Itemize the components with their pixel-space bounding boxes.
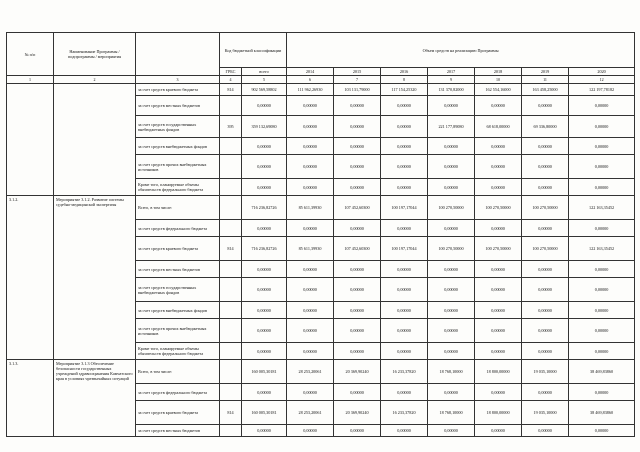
value-year: 0,00000: [287, 116, 334, 138]
value-year: 0,00000: [287, 278, 334, 302]
value-year: 0,00000: [334, 96, 381, 116]
value-year: 100 197,17044: [381, 196, 428, 220]
value-year: 0,00000: [522, 179, 569, 196]
header-year: 2014: [287, 68, 334, 76]
header-year: 2015: [334, 68, 381, 76]
value-year: 100 270,50000: [475, 237, 522, 261]
header-year: 2016: [381, 68, 428, 76]
col-index: 4: [220, 76, 242, 84]
grbs-code: [220, 138, 242, 155]
grbs-code: 814: [220, 401, 242, 425]
value-year: 16 233,37820: [381, 401, 428, 425]
value-year: 0,00000: [334, 138, 381, 155]
value-year: 0,00000: [287, 138, 334, 155]
value-year: 0,00000: [522, 278, 569, 302]
value-total: 0,00000: [242, 425, 287, 437]
value-year: 0,00000: [381, 302, 428, 319]
value-year: 0,00000: [334, 116, 381, 138]
grbs-code: [220, 278, 242, 302]
value-year: 0,00000: [287, 425, 334, 437]
funding-source-label: Всего, в том числе:: [136, 196, 220, 220]
header-year: 2018: [475, 68, 522, 76]
value-total: 0,00000: [242, 343, 287, 360]
value-year: 0,00000: [381, 179, 428, 196]
value-year: 100 270,50000: [475, 196, 522, 220]
value-year: 100 197,17044: [381, 237, 428, 261]
value-total: 359 132,69080: [242, 116, 287, 138]
value-year: 122 197,78182: [569, 84, 635, 96]
table-row: [7, 84, 635, 96]
value-year: 0,00000: [381, 155, 428, 179]
col-index: 2: [54, 76, 136, 84]
value-year: 0,00000: [569, 343, 635, 360]
value-year: 0,00000: [334, 319, 381, 343]
value-year: 0,00000: [522, 384, 569, 401]
grbs-code: [220, 425, 242, 437]
grbs-code: [220, 220, 242, 237]
value-year: 0,00000: [287, 302, 334, 319]
value-year: 0,00000: [287, 343, 334, 360]
funding-source-label: Всего, в том числе:: [136, 360, 220, 384]
value-year: 0,00000: [381, 319, 428, 343]
value-total: 716 236,82726: [242, 237, 287, 261]
grbs-code: 814: [220, 237, 242, 261]
header-grbs: ГРБС: [220, 68, 242, 76]
funding-source-label: Кроме того, планируемые объемы обязательств федерального бюджета: [136, 179, 220, 196]
value-year: 0,00000: [334, 155, 381, 179]
funding-source-label: за счет средств государственных внебюджетных фондов: [136, 116, 220, 138]
value-year: 0,00000: [475, 302, 522, 319]
row-number: 3.1.2.: [7, 196, 54, 360]
value-year: 0,00000: [381, 96, 428, 116]
value-year: 0,00000: [522, 425, 569, 437]
value-year: 0,00000: [475, 96, 522, 116]
value-year: 38 469,83860: [569, 360, 635, 384]
value-year: 18 768,10000: [428, 360, 475, 384]
value-year: 0,00000: [287, 155, 334, 179]
value-year: 0,00000: [475, 261, 522, 278]
value-year: 0,00000: [428, 138, 475, 155]
value-year: 69 336,80000: [522, 116, 569, 138]
value-year: 20 369,90240: [334, 401, 381, 425]
value-year: 0,00000: [334, 425, 381, 437]
header-num: № п/п: [7, 33, 54, 76]
value-year: 0,00000: [381, 278, 428, 302]
value-total: 0,00000: [242, 179, 287, 196]
value-year: 0,00000: [475, 278, 522, 302]
value-total: 0,00000: [242, 319, 287, 343]
value-year: 0,00000: [381, 425, 428, 437]
value-year: 103 131,79000: [334, 84, 381, 96]
funding-source-label: за счет средств федерального бюджета: [136, 220, 220, 237]
value-year: 0,00000: [428, 384, 475, 401]
value-year: 122 163,35452: [569, 196, 635, 220]
table-row: [7, 196, 635, 220]
header-name: Наименование Программы / подпрограммы / мероприятия: [54, 33, 136, 76]
value-year: 0,00000: [381, 261, 428, 278]
grbs-code: [220, 261, 242, 278]
header-empty: [136, 33, 220, 76]
value-year: 0,00000: [522, 261, 569, 278]
value-year: 0,00000: [334, 179, 381, 196]
value-year: 19 035,10000: [522, 401, 569, 425]
value-year: 107 452,60300: [334, 196, 381, 220]
col-index: 10: [475, 76, 522, 84]
grbs-code: [220, 360, 242, 384]
value-year: 0,00000: [569, 220, 635, 237]
value-year: 18 768,10000: [428, 401, 475, 425]
value-year: 0,00000: [522, 96, 569, 116]
value-year: 0,00000: [428, 155, 475, 179]
funding-source-label: за счет средств краевого бюджета: [136, 84, 220, 96]
funding-source-label: Кроме того, планируемые объемы обязательств федерального бюджета: [136, 343, 220, 360]
value-year: 0,00000: [428, 179, 475, 196]
value-total: 0,00000: [242, 384, 287, 401]
value-total: 160 005,30181: [242, 360, 287, 384]
activity-name: Мероприятие 3.1.3 Обеспечение безопасности государственных учреждений здравоохранения Камчатского края в условиях чрезвычайных ситуаций: [54, 360, 136, 437]
value-year: 0,00000: [569, 261, 635, 278]
value-year: 85 611,39930: [287, 196, 334, 220]
grbs-code: [220, 343, 242, 360]
value-year: 0,00000: [569, 278, 635, 302]
value-year: 0,00000: [522, 343, 569, 360]
value-year: 0,00000: [428, 261, 475, 278]
activity-name: [54, 84, 136, 196]
value-year: 0,00000: [475, 179, 522, 196]
header-row: [7, 33, 635, 68]
value-year: 0,00000: [287, 261, 334, 278]
funding-source-label: за счет средств краевого бюджета: [136, 237, 220, 261]
funding-source-label: за счет средств краевого бюджета: [136, 401, 220, 425]
funding-source-label: за счет средств местных бюджетов: [136, 261, 220, 278]
value-total: 0,00000: [242, 96, 287, 116]
header-volume: Объем средств на реализацию Программы: [287, 33, 635, 68]
value-year: 18 800,00000: [475, 401, 522, 425]
value-year: 0,00000: [569, 116, 635, 138]
value-year: 0,00000: [428, 220, 475, 237]
value-year: 28 253,20061: [287, 401, 334, 425]
value-year: 107 452,60300: [334, 237, 381, 261]
grbs-code: 814: [220, 84, 242, 96]
value-year: 0,00000: [428, 425, 475, 437]
col-index: 3: [136, 76, 220, 84]
grbs-code: [220, 319, 242, 343]
value-year: 0,00000: [475, 425, 522, 437]
value-year: 0,00000: [475, 155, 522, 179]
funding-source-label: за счет средств внебюджетных фондов: [136, 302, 220, 319]
funding-source-label: за счет средств внебюджетных фондов: [136, 138, 220, 155]
row-number: [7, 84, 54, 196]
value-year: 0,00000: [428, 319, 475, 343]
value-year: 0,00000: [381, 116, 428, 138]
funding-source-label: за счет средств местных бюджетов: [136, 96, 220, 116]
value-year: 0,00000: [522, 319, 569, 343]
col-index: 8: [381, 76, 428, 84]
grbs-code: [220, 196, 242, 220]
value-year: 0,00000: [334, 278, 381, 302]
value-year: 100 270,50000: [522, 196, 569, 220]
funding-source-label: за счет средств прочих внебюджетных источников: [136, 155, 220, 179]
col-index: 6: [287, 76, 334, 84]
table-row: [7, 360, 635, 384]
value-year: 0,00000: [287, 96, 334, 116]
header-year: 2020: [569, 68, 635, 76]
value-year: 0,00000: [569, 179, 635, 196]
value-year: 0,00000: [569, 425, 635, 437]
value-year: 122 163,35452: [569, 237, 635, 261]
value-year: 0,00000: [522, 302, 569, 319]
value-year: 0,00000: [522, 155, 569, 179]
value-year: 0,00000: [475, 384, 522, 401]
column-index-row: [7, 76, 635, 84]
value-year: 117 154,25320: [381, 84, 428, 96]
value-total: 0,00000: [242, 278, 287, 302]
value-year: 0,00000: [381, 138, 428, 155]
grbs-code: [220, 96, 242, 116]
value-year: 38 469,83860: [569, 401, 635, 425]
program-budget-table: [6, 32, 635, 437]
row-number: 3.1.3.: [7, 360, 54, 437]
header-total: всего: [242, 68, 287, 76]
value-year: 0,00000: [334, 220, 381, 237]
value-year: 68 618,00000: [475, 116, 522, 138]
value-year: 20 369,90240: [334, 360, 381, 384]
value-total: 0,00000: [242, 261, 287, 278]
value-year: 0,00000: [428, 278, 475, 302]
value-year: 0,00000: [569, 155, 635, 179]
value-year: 28 253,20061: [287, 360, 334, 384]
grbs-code: [220, 155, 242, 179]
funding-source-label: за счет средств федерального бюджета: [136, 384, 220, 401]
value-year: 100 270,50000: [428, 237, 475, 261]
value-year: 19 035,10000: [522, 360, 569, 384]
value-year: 163 458,25000: [522, 84, 569, 96]
grbs-code: [220, 384, 242, 401]
value-year: 0,00000: [287, 384, 334, 401]
value-year: 0,00000: [381, 384, 428, 401]
value-year: 0,00000: [428, 96, 475, 116]
value-year: 0,00000: [334, 343, 381, 360]
col-index: 7: [334, 76, 381, 84]
value-year: 0,00000: [334, 384, 381, 401]
table-body: [7, 84, 635, 437]
value-year: 221 177,89080: [428, 116, 475, 138]
value-year: 16 233,37820: [381, 360, 428, 384]
value-year: 18 800,00000: [475, 360, 522, 384]
header-budget-code: Код бюджетной классификации: [220, 33, 287, 68]
value-year: 0,00000: [569, 96, 635, 116]
value-year: 0,00000: [475, 319, 522, 343]
value-total: 902 569,58802: [242, 84, 287, 96]
value-year: 0,00000: [428, 302, 475, 319]
value-year: 0,00000: [334, 261, 381, 278]
value-total: 716 236,82726: [242, 196, 287, 220]
value-year: 162 554,16000: [475, 84, 522, 96]
value-year: 0,00000: [287, 220, 334, 237]
value-year: 0,00000: [569, 319, 635, 343]
value-year: 131 370,82000: [428, 84, 475, 96]
activity-name: Мероприятие 3.1.2. Развитие системы судебно-медицинской экспертизы: [54, 196, 136, 360]
col-index: 11: [522, 76, 569, 84]
value-year: 0,00000: [475, 220, 522, 237]
col-index: 5: [242, 76, 287, 84]
grbs-code: [220, 302, 242, 319]
value-year: 85 611,39930: [287, 237, 334, 261]
value-year: 0,00000: [475, 138, 522, 155]
funding-source-label: за счет средств местных бюджетов: [136, 425, 220, 437]
value-year: 0,00000: [428, 343, 475, 360]
value-year: 0,00000: [522, 138, 569, 155]
funding-source-label: за счет средств государственных внебюджетных фондов: [136, 278, 220, 302]
grbs-code: [220, 179, 242, 196]
value-total: 0,00000: [242, 155, 287, 179]
col-index: 1: [7, 76, 54, 84]
value-year: 0,00000: [381, 343, 428, 360]
value-total: 0,00000: [242, 302, 287, 319]
value-year: 100 270,50000: [428, 196, 475, 220]
funding-source-label: за счет средств прочих внебюджетных источников: [136, 319, 220, 343]
value-year: 0,00000: [381, 220, 428, 237]
value-year: 100 270,50000: [522, 237, 569, 261]
col-index: 12: [569, 76, 635, 84]
value-year: 0,00000: [287, 179, 334, 196]
header-year: 2019: [522, 68, 569, 76]
value-year: 0,00000: [475, 343, 522, 360]
value-year: 111 962,26930: [287, 84, 334, 96]
value-year: 0,00000: [569, 302, 635, 319]
value-year: 0,00000: [569, 384, 635, 401]
header-year: 2017: [428, 68, 475, 76]
col-index: 9: [428, 76, 475, 84]
value-year: 0,00000: [334, 302, 381, 319]
grbs-code: 395: [220, 116, 242, 138]
value-total: 0,00000: [242, 220, 287, 237]
value-year: 0,00000: [522, 220, 569, 237]
value-total: 160 005,30181: [242, 401, 287, 425]
value-total: 0,00000: [242, 138, 287, 155]
value-year: 0,00000: [569, 138, 635, 155]
value-year: 0,00000: [287, 319, 334, 343]
